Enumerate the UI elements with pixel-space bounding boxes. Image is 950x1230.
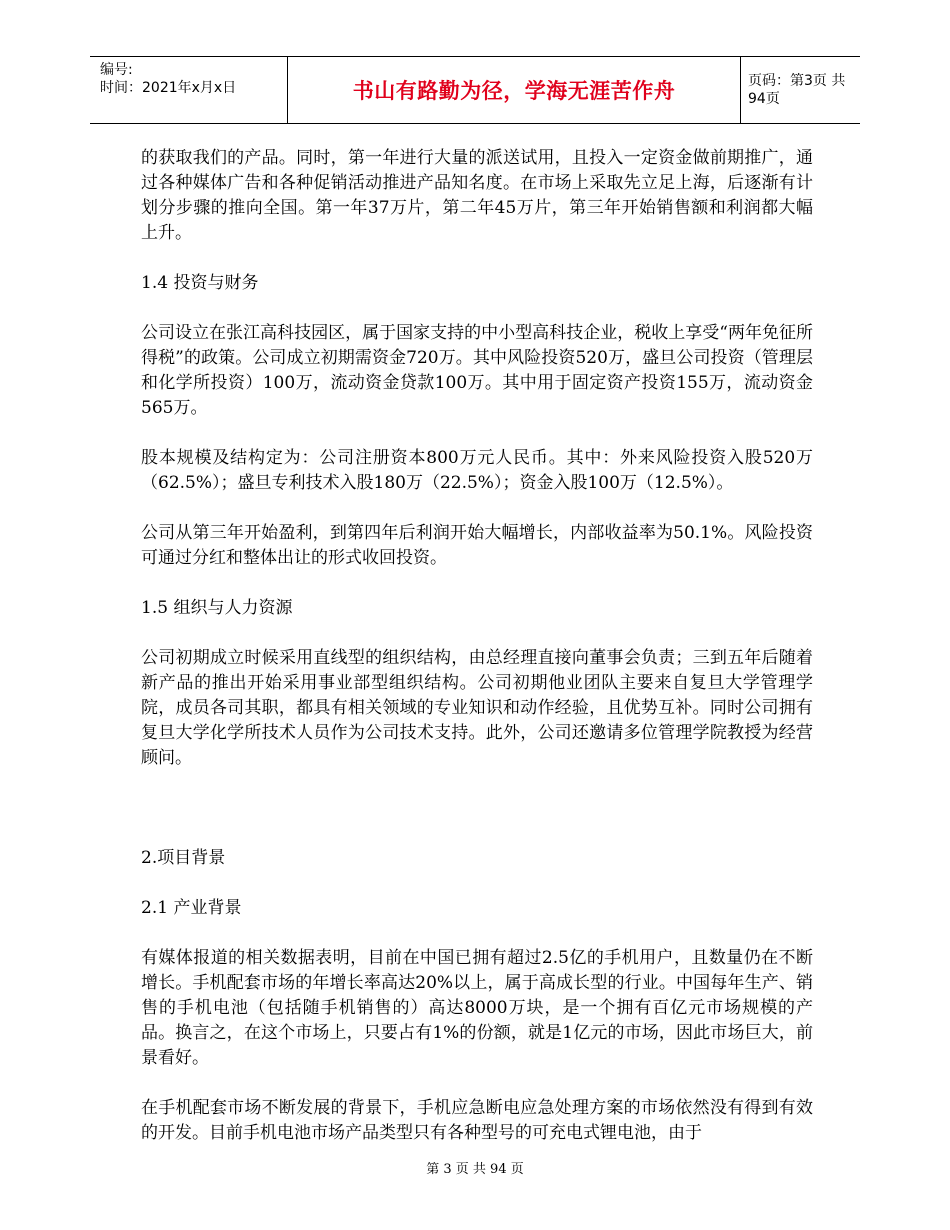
document-body: [141, 146, 813, 1146]
number-label: 编号:: [100, 62, 133, 78]
paragraph-2: 公司设立在张江高科技园区，属于国家支持的中小型高科技企业，税收上享受“两年免征所得税”的政策。公司成立初期需资金720万。其中风险投资520万，盛旦公司投资（管理层和化学所投资）100万，流动资金贷款100万。其中用于固定资产投资155万，流动资金565万。: [141, 323, 813, 418]
page-header: [90, 56, 860, 124]
paragraph-3: 股本规模及结构定为：公司注册资本800万元人民币。其中：外来风险投资入股520万（62.5%）；盛旦专利技术入股180万（22.5%）；资金入股100万（12.5%）。: [141, 448, 813, 493]
header-page-cell: [740, 57, 860, 123]
motto-text: 书山有路勤为径，学海无涯苦作舟: [352, 79, 676, 103]
page-footer: 第 3 页 共 94 页: [426, 1162, 524, 1177]
paragraph-6: 有媒体报道的相关数据表明，目前在中国已拥有超过2.5亿的手机用户，且数量仍在不断增长。手机配套市场的年增长率高达20%以上，属于高成长型的行业。中国每年生产、销售的手机电池（包括随手机销售的）高达8000万块，是一个拥有百亿元市场规模的产品。换言之，在这个市场上，只要占有1%的份额，就是1亿元的市场，因此市场巨大，前景看好。: [141, 948, 813, 1068]
section-heading-2: 2.项目背景: [141, 848, 226, 868]
paragraph-5: 公司初期成立时候采用直线型的组织结构，由总经理直接向董事会负责；三到五年后随着新产品的推出开始采用事业部型组织结构。公司初期他业团队主要来自复旦大学管理学院，成员各司其职，都具有相关领域的专业知识和动作经验，且优势互补。同时公司拥有复旦大学化学所技术人员作为公司技术支持。此外，公司还邀请多位管理学院教授为经营顾问。: [141, 648, 813, 768]
paragraph-7: 在手机配套市场不断发展的背景下，手机应急断电应急处理方案的市场依然没有得到有效的开发。目前手机电池市场产品类型只有各种型号的可充电式锂电池，由于: [141, 1098, 813, 1143]
section-heading-2-1: 2.1 产业背景: [141, 898, 242, 918]
time-label: 时间：2021年x月x日: [100, 80, 237, 96]
section-heading-1-5: 1.5 组织与人力资源: [141, 598, 293, 618]
page-info: 页码：第3页 共94页: [748, 73, 846, 107]
header-meta-cell: [90, 57, 286, 123]
paragraph-4: 公司从第三年开始盈利，到第四年后利润开始大幅增长，内部收益率为50.1%。风险投资可通过分红和整体出让的形式收回投资。: [141, 523, 813, 568]
paragraph-1: 的获取我们的产品。同时，第一年进行大量的派送试用，且投入一定资金做前期推广，通过各种媒体广告和各种促销活动推进产品知名度。在市场上采取先立足上海，后逐渐有计划分步骤的推向全国。第一年37万片，第二年45万片，第三年开始销售额和利润都大幅上升。: [141, 148, 813, 243]
section-heading-1-4: 1.4 投资与财务: [141, 273, 259, 293]
header-motto-cell: [287, 57, 741, 123]
